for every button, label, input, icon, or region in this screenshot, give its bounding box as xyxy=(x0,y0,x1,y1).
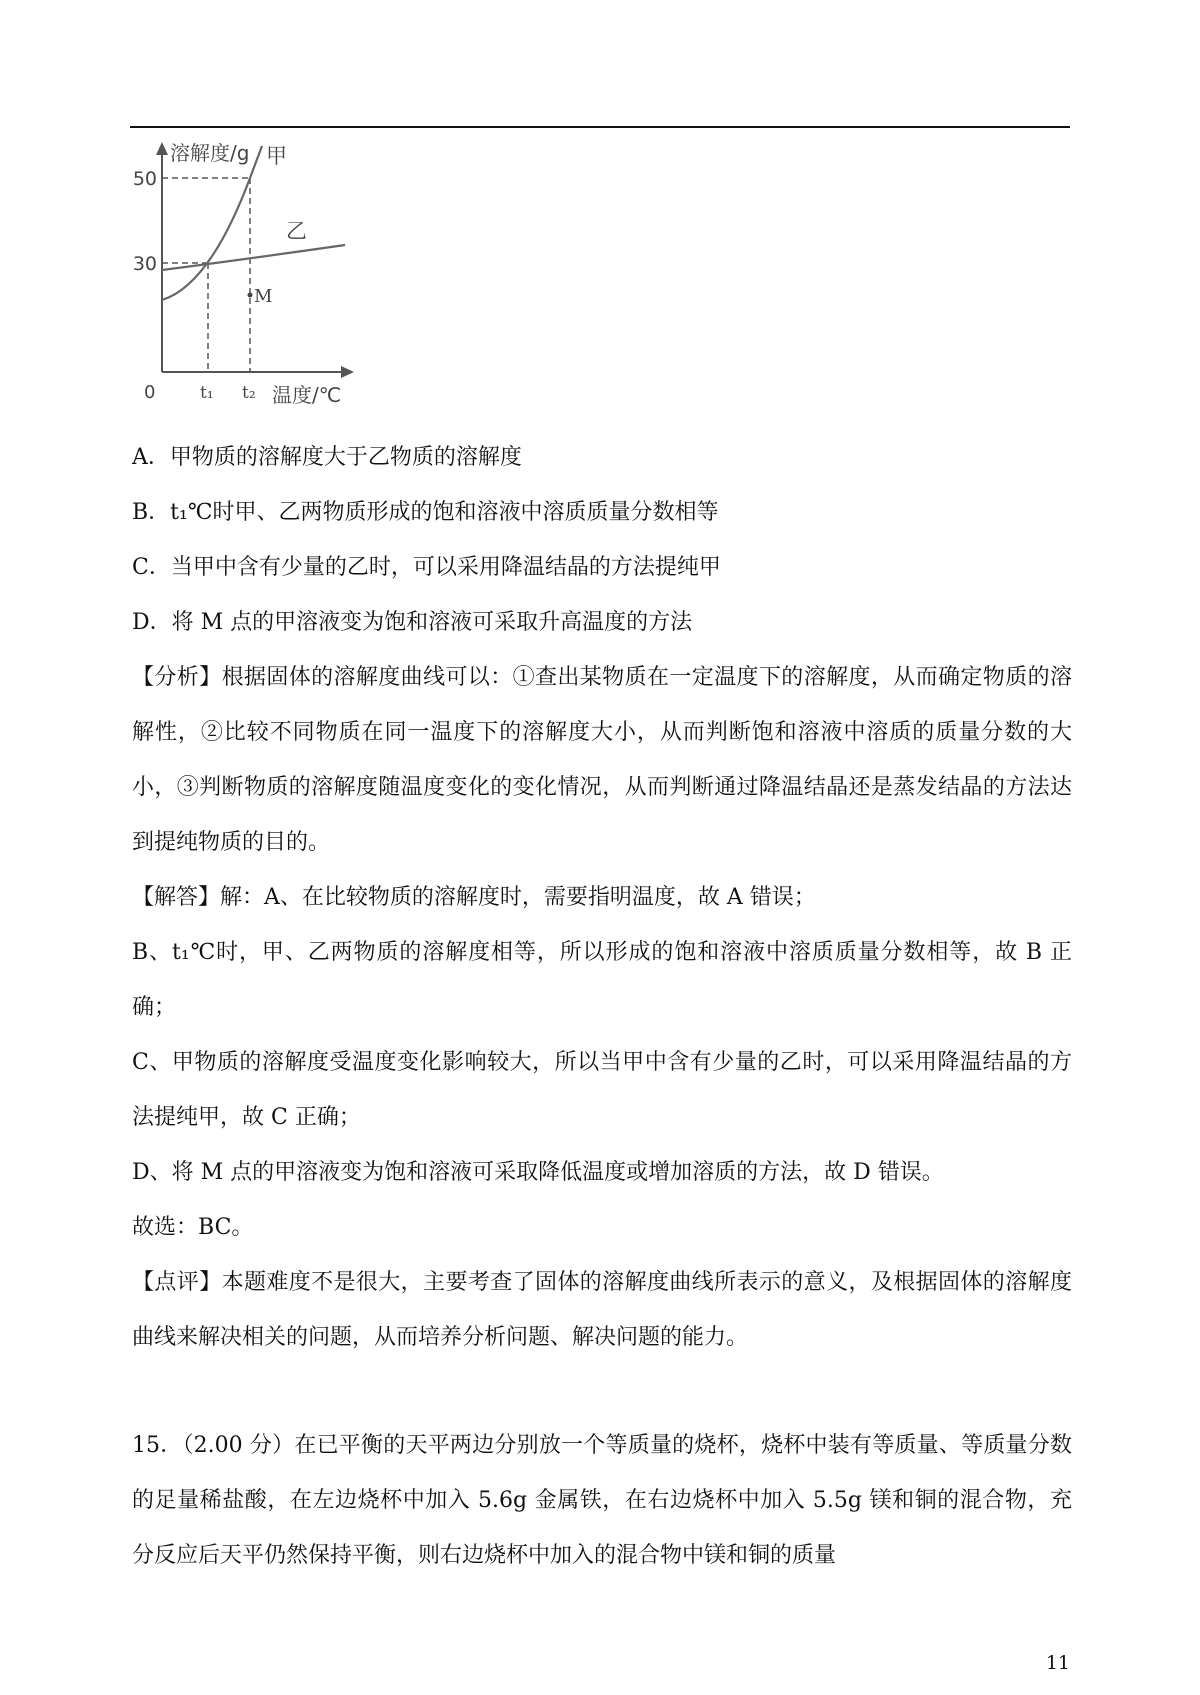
series-yi-curve xyxy=(162,245,345,270)
point-m-label: M xyxy=(254,286,273,307)
x-axis-label: 温度/℃ xyxy=(272,383,342,407)
comment-tag: 【点评】 xyxy=(132,1270,222,1295)
option-d: D．将 M 点的甲溶液变为饱和溶液可采取升高温度的方法 xyxy=(132,610,693,635)
document-body xyxy=(132,430,1072,1583)
option-b: B．t₁℃时甲、乙两物质形成的饱和溶液中溶质质量分数相等 xyxy=(132,500,719,525)
answer-c: C、甲物质的溶解度受温度变化影响较大，所以当甲中含有少量的乙时，可以采用降温结晶的方法提纯甲，故 C 正确； xyxy=(132,1050,1072,1130)
point-m-marker xyxy=(248,293,253,298)
y-tick-30: 30 xyxy=(132,253,157,275)
option-a: A．甲物质的溶解度大于乙物质的溶解度 xyxy=(132,445,522,470)
solubility-chart xyxy=(132,140,380,410)
y-axis-label: 溶解度/g xyxy=(170,141,250,165)
question-15: 15．（2.00 分）在已平衡的天平两边分别放一个等质量的烧杯，烧杯中装有等质量、等质量分数的足量稀盐酸，在左边烧杯中加入 5.6g 金属铁，在右边烧杯中加入 5.5g 镁和铜的混合物，充分反应后天平仍然保持平衡，则右边烧杯中加入的混合物中镁和铜的质量 xyxy=(132,1433,1072,1568)
question-number: 15． xyxy=(132,1433,183,1458)
answer-intro: 【解答】解：A、在比较物质的溶解度时，需要指明温度，故 A 错误； xyxy=(132,885,816,910)
x-tick-t1: t₁ xyxy=(200,383,214,403)
answer-tag: 【解答】 xyxy=(132,885,221,910)
header-rule xyxy=(130,126,1070,128)
origin-label: 0 xyxy=(144,382,156,403)
answer-d: D、将 M 点的甲溶液变为饱和溶液可采取降低温度或增加溶质的方法，故 D 错误。 xyxy=(132,1160,944,1185)
analysis-tag: 【分析】 xyxy=(132,665,222,690)
analysis-paragraph: 【分析】根据固体的溶解度曲线可以：①查出某物质在一定温度下的溶解度，从而确定物质的溶解性，②比较不同物质在同一温度下的溶解度大小，从而判断饱和溶液中溶质的质量分数的大小，③判断物质的溶解度随温度变化的变化情况，从而判断通过降温结晶还是蒸发结晶的方法达到提纯物质的目的。 xyxy=(132,665,1072,855)
answer-choice: 故选：BC。 xyxy=(132,1215,254,1240)
option-c: C．当甲中含有少量的乙时，可以采用降温结晶的方法提纯甲 xyxy=(132,555,721,580)
x-axis-arrow xyxy=(341,366,354,378)
y-axis-arrow xyxy=(156,142,168,155)
page-number: 11 xyxy=(1045,1652,1070,1674)
series-jia-curve xyxy=(162,146,262,300)
question-score: （2.00 分） xyxy=(182,1433,295,1458)
y-tick-50: 50 xyxy=(132,168,157,190)
comment-paragraph: 【点评】本题难度不是很大，主要考查了固体的溶解度曲线所表示的意义，及根据固体的溶解度曲线来解决相关的问题，从而培养分析问题、解决问题的能力。 xyxy=(132,1270,1072,1350)
x-tick-t2: t₂ xyxy=(242,383,256,403)
answer-b: B、t₁℃时，甲、乙两物质的溶解度相等，所以形成的饱和溶液中溶质质量分数相等，故 B 正确； xyxy=(132,940,1072,1020)
series-yi-label: 乙 xyxy=(286,219,307,243)
series-jia-label: 甲 xyxy=(266,144,287,168)
